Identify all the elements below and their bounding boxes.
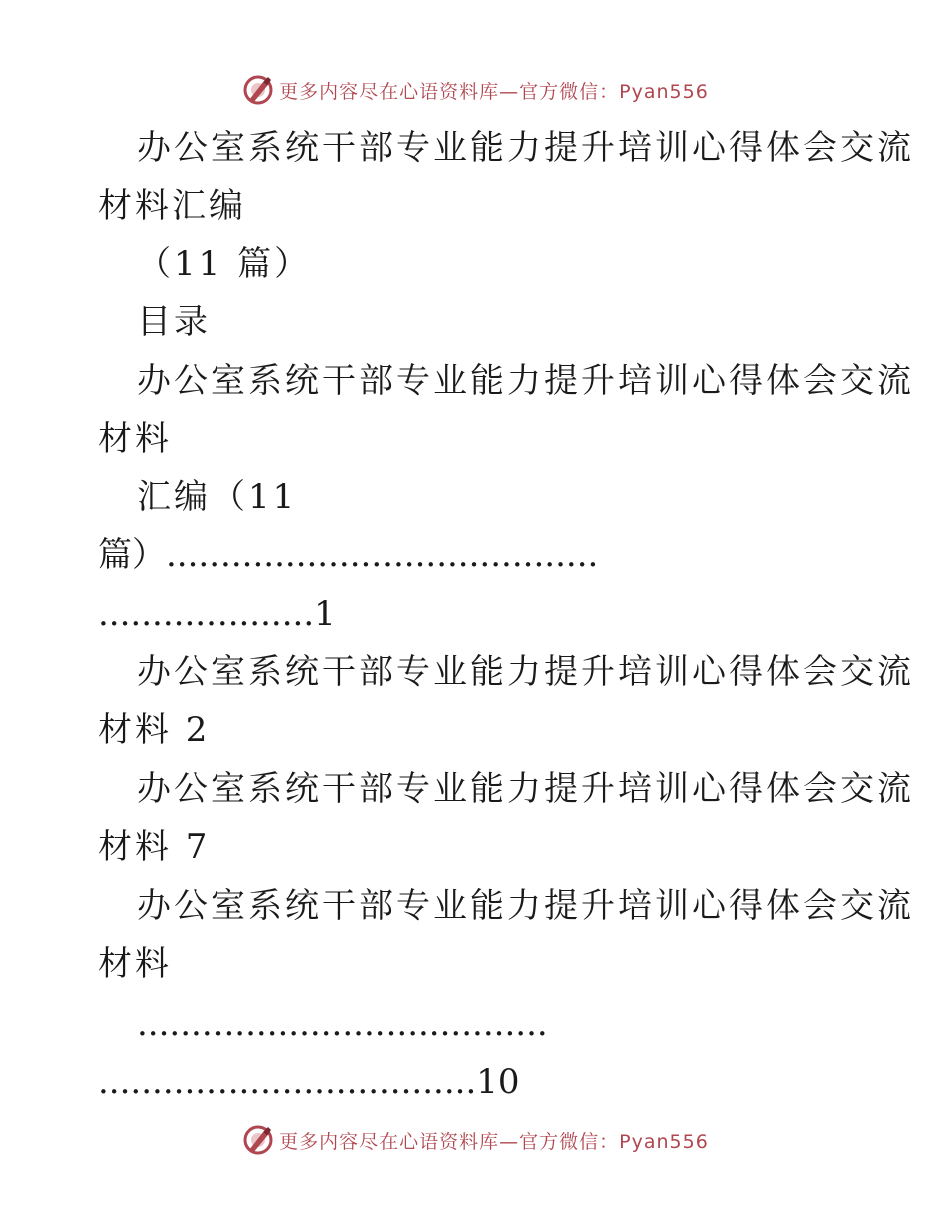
toc-entry-5-line3: ...................................... bbox=[137, 1004, 548, 1044]
watermark-text: 更多内容尽在心语资料库—官方微信：Pyan556 bbox=[279, 1130, 709, 1153]
toc-entry-1-line1: 办公室系统干部专业能力提升培训心得体会交流 bbox=[137, 361, 914, 401]
toc-entry-2-line3: ....................1 bbox=[98, 594, 336, 634]
toc-entry-2-line2: 篇）........................................ bbox=[98, 535, 599, 575]
toc-entry-4-line1: 办公室系统干部专业能力提升培训心得体会交流 bbox=[137, 769, 914, 809]
doc-title-line2: 材料汇编 bbox=[98, 186, 246, 226]
doc-title-count: （11 篇） bbox=[137, 244, 312, 284]
watermark-header bbox=[0, 70, 950, 110]
doc-title-line1: 办公室系统干部专业能力提升培训心得体会交流 bbox=[137, 128, 914, 168]
pen-logo-icon bbox=[241, 1123, 275, 1157]
watermark-text: 更多内容尽在心语资料库—官方微信：Pyan556 bbox=[279, 80, 709, 103]
toc-entry-5-line4: ...................................10 bbox=[98, 1062, 520, 1102]
toc-entry-2-line1: 汇编（11 bbox=[137, 477, 298, 517]
toc-entry-5-line2: 材料 bbox=[98, 944, 172, 984]
toc-entry-3-line2: 材料 2 bbox=[98, 710, 211, 750]
toc-entry-4-line2: 材料 7 bbox=[98, 827, 211, 867]
watermark-footer bbox=[0, 1120, 950, 1160]
toc-entry-5-line1: 办公室系统干部专业能力提升培训心得体会交流 bbox=[137, 886, 914, 926]
toc-entry-1-line2: 材料 bbox=[98, 419, 172, 459]
pen-logo-icon bbox=[241, 73, 275, 107]
toc-entry-3-line1: 办公室系统干部专业能力提升培训心得体会交流 bbox=[137, 652, 914, 692]
toc-heading: 目录 bbox=[137, 302, 211, 342]
